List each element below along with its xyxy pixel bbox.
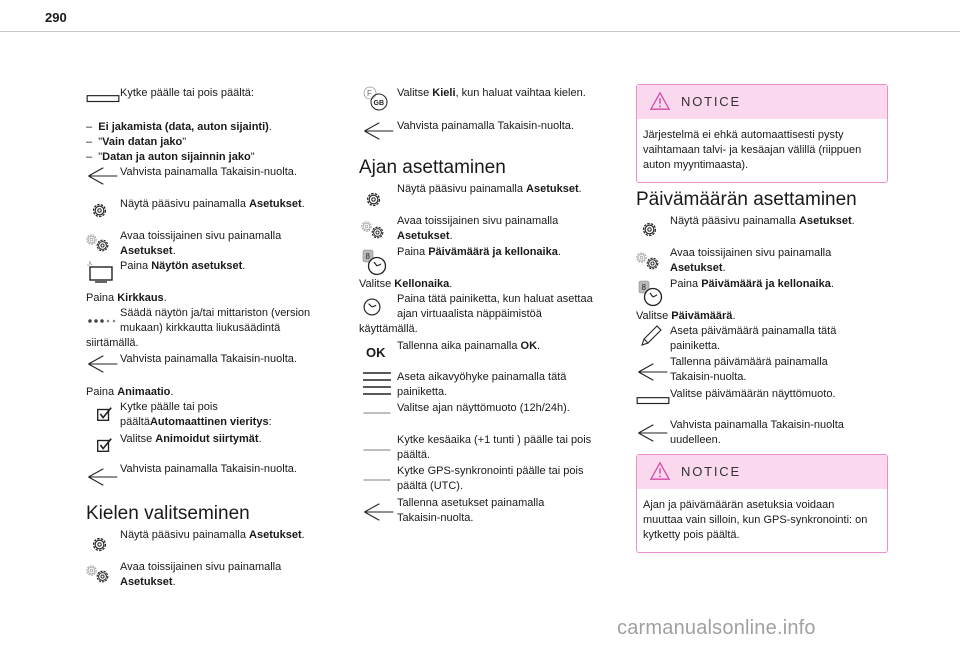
- pencil-icon: [640, 325, 664, 347]
- brightness-line2: mukaan) kirkkautta liukusäädintä: [120, 322, 281, 334]
- page-number: 290: [45, 10, 67, 25]
- save-date-line2: Takaisin-nuolta.: [670, 371, 747, 383]
- svg-text:GB: GB: [373, 100, 384, 107]
- timezone-list-icon: [362, 370, 392, 396]
- clock-line2: ajan virtuaalista näppäimistöä: [397, 308, 542, 320]
- pencil-line2: painiketta.: [670, 340, 721, 352]
- confirm-back-text: Vahvista painamalla Takaisin-nuolta.: [120, 166, 297, 178]
- notice-title: NOTICE: [681, 94, 741, 109]
- clock-heading: Valitse Kellonaika.: [359, 278, 453, 290]
- clock-line3: käyttämällä.: [359, 323, 418, 335]
- settings-gear-icon: [90, 201, 109, 220]
- language-icon: [362, 86, 392, 112]
- timezone-line2: painiketta.: [397, 386, 448, 398]
- back-arrow-icon: [86, 466, 119, 488]
- home-settings-text: Näytä pääsivu painamalla Asetukset.: [120, 529, 305, 541]
- calendar-clock-icon: [638, 280, 664, 308]
- gps-line1: Kytke GPS-synkronointi päälle tai pois: [397, 465, 584, 477]
- notice-line: vaihtamaan talvi- ja kesäajan välillä (riippuen: [643, 144, 862, 156]
- notice-body: [637, 489, 887, 552]
- svg-text:8: 8: [365, 252, 370, 261]
- dst-line2: päältä.: [397, 449, 431, 461]
- secondary-settings-line2: Asetukset.: [120, 576, 176, 588]
- checkbox-icon: [95, 436, 113, 454]
- animation-heading: Paina Animaatio.: [86, 386, 174, 398]
- gps-toggle-icon: [362, 477, 392, 483]
- secondary-settings-icon: [84, 232, 114, 254]
- notice-header: [637, 455, 887, 489]
- home-settings-text: Näytä pääsivu painamalla Asetukset.: [397, 183, 582, 195]
- date-section-heading: Päivämäärän asettaminen: [636, 189, 857, 210]
- animation-line1: Kytke päälle tai pois: [120, 401, 218, 413]
- svg-text:F: F: [367, 89, 372, 98]
- confirm-back-text: Vahvista painamalla Takaisin-nuolta.: [120, 463, 297, 475]
- secondary-settings-line1: Avaa toissijainen sivu painamalla: [120, 230, 282, 242]
- back-arrow-icon: [86, 165, 119, 187]
- format-bar-icon: [636, 396, 670, 406]
- display-settings-icon: [86, 261, 116, 283]
- watermark: carmanualsonline.info: [617, 617, 816, 639]
- back-arrow-icon: [362, 120, 395, 142]
- notice-line: kytketty pois päältä.: [643, 529, 740, 541]
- language-section-heading: Kielen valitseminen: [86, 503, 250, 524]
- notice-title: NOTICE: [681, 464, 741, 479]
- clock-line1: Paina tätä painiketta, kun haluat asettaa: [397, 293, 593, 305]
- back-arrow-icon: [636, 361, 669, 383]
- back-arrow-icon: [636, 422, 669, 444]
- confirm-line2: uudelleen.: [670, 434, 721, 446]
- timezone-line1: Aseta aikavyöhyke painamalla tätä: [397, 371, 567, 383]
- save-date-line1: Tallenna päivämäärä painamalla: [670, 356, 828, 368]
- animation-line2: päältäAutomaattinen vieritys:: [120, 416, 272, 428]
- confirm-line1: Vahvista painamalla Takaisin-nuolta: [670, 419, 844, 431]
- secondary-settings-line2: Asetukset.: [120, 245, 176, 257]
- language-select-text: Valitse Kieli, kun haluat vaihtaa kielen.: [397, 87, 586, 99]
- back-arrow-icon: [362, 501, 395, 523]
- secondary-settings-line1: Avaa toissijainen sivu painamalla: [397, 215, 559, 227]
- notice-line: auton myyntimaasta).: [643, 159, 749, 171]
- confirm-back-text: Vahvista painamalla Takaisin-nuolta.: [397, 120, 574, 132]
- notice-box-gps: [636, 454, 888, 553]
- date-time-text: Paina Päivämäärä ja kellonaika.: [397, 246, 561, 258]
- home-settings-text: Näytä pääsivu painamalla Asetukset.: [670, 215, 855, 227]
- settings-gear-icon: [640, 220, 659, 239]
- time-format-text: Valitse ajan näyttömuoto (12h/24h).: [397, 402, 570, 414]
- save-line1: Tallenna asetukset painamalla: [397, 497, 545, 509]
- sharing-option-1: – Ei jakamista (data, auton sijainti).: [86, 121, 272, 133]
- secondary-settings-line2: Asetukset.: [670, 262, 726, 274]
- clock-icon: [362, 297, 382, 317]
- notice-box-dst: [636, 84, 888, 183]
- confirm-back-text: Vahvista painamalla Takaisin-nuolta.: [120, 353, 297, 365]
- notice-line: Järjestelmä ei ehkä automaattisesti pysty: [643, 129, 844, 141]
- settings-gear-icon: [90, 535, 109, 554]
- svg-text:8: 8: [641, 283, 646, 292]
- animation-select: Valitse Animoidut siirtymät.: [120, 433, 262, 445]
- ok-icon: OK: [366, 345, 386, 360]
- gps-line2: päältä (UTC).: [397, 480, 464, 492]
- secondary-settings-line1: Avaa toissijainen sivu painamalla: [120, 561, 282, 573]
- notice-body: [637, 119, 887, 182]
- toggle-description: Kytke päälle tai pois päältä:: [120, 87, 254, 99]
- pencil-line1: Aseta päivämäärä painamalla tätä: [670, 325, 837, 337]
- date-format-text: Valitse päivämäärän näyttömuoto.: [670, 388, 836, 400]
- time-section-heading: Ajan asettaminen: [359, 157, 506, 178]
- sharing-option-2: – "Vain datan jako": [86, 136, 187, 148]
- secondary-settings-line1: Avaa toissijainen sivu painamalla: [670, 247, 832, 259]
- secondary-settings-icon: [359, 219, 389, 241]
- secondary-settings-icon: [634, 250, 664, 272]
- dst-toggle-icon: [362, 447, 392, 453]
- home-settings-text: Näytä pääsivu painamalla Asetukset.: [120, 198, 305, 210]
- warning-icon: [649, 461, 671, 485]
- back-arrow-icon: [86, 353, 119, 375]
- brightness-line1: Säädä näytön ja/tai mittariston (version: [120, 307, 311, 319]
- secondary-settings-icon: [84, 563, 114, 585]
- ok-save-text: Tallenna aika painamalla OK.: [397, 340, 541, 352]
- calendar-clock-icon: [362, 249, 388, 277]
- notice-line: Ajan ja päivämäärän asetuksia voidaan: [643, 499, 835, 511]
- brightness-line3: siirtämällä.: [86, 337, 139, 349]
- sharing-option-3: – "Datan ja auton sijainnin jako": [86, 151, 255, 163]
- save-line2: Takaisin-nuolta.: [397, 512, 474, 524]
- notice-header: [637, 85, 887, 119]
- display-settings-text: Paina Näytön asetukset.: [120, 260, 246, 272]
- checkbox-icon: [95, 405, 113, 423]
- brightness-heading: Paina Kirkkaus.: [86, 292, 167, 304]
- secondary-settings-line2: Asetukset.: [397, 230, 453, 242]
- date-heading: Valitse Päivämäärä.: [636, 310, 736, 322]
- format-toggle-icon: [362, 410, 392, 416]
- header-divider: [0, 31, 960, 32]
- date-time-text: Paina Päivämäärä ja kellonaika.: [670, 278, 834, 290]
- toggle-bar-icon: [86, 94, 120, 104]
- warning-icon: [649, 91, 671, 115]
- settings-gear-icon: [364, 190, 383, 209]
- notice-line: muuttaa vain silloin, kun GPS-synkronointi: on: [643, 514, 868, 526]
- slider-icon: [86, 315, 120, 327]
- dst-line1: Kytke kesäaika (+1 tunti ) päälle tai pois: [397, 434, 592, 446]
